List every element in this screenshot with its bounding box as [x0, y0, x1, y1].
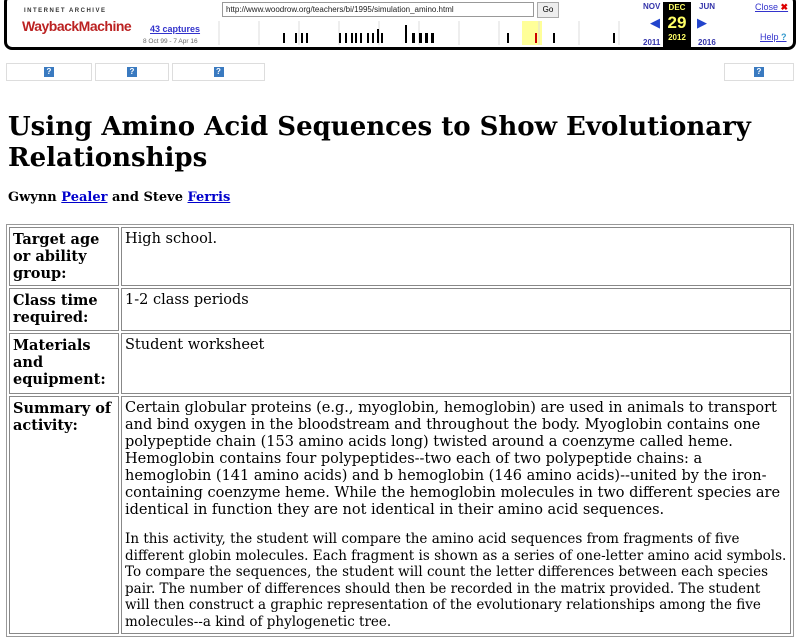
captures-link[interactable]: 43 captures [150, 24, 201, 34]
help-icon: ? [754, 67, 764, 77]
go-button[interactable]: Go [537, 2, 559, 18]
prev-month-link[interactable]: NOV [643, 2, 661, 11]
cur-year: 2012 [668, 33, 686, 42]
activity-info-table [6, 224, 794, 637]
help-icon: ? [214, 67, 224, 77]
table-row [9, 396, 791, 634]
wayback-toolbar [4, 0, 796, 50]
page-title: Using Amino Acid Sequences to Show Evolutionary Relationships [8, 112, 751, 173]
author-and: and Steve [112, 190, 183, 205]
wayback-logo-top: INTERNET ARCHIVE [24, 8, 107, 14]
author-1-first: Gwynn [8, 190, 57, 205]
capture-sparkline[interactable] [215, 21, 635, 45]
help-link[interactable] [760, 32, 787, 43]
authors [8, 190, 230, 205]
close-icon[interactable]: ✖ [780, 2, 789, 12]
row-label: Target age or ability group: [9, 227, 119, 286]
next-year: 2016 [698, 38, 716, 47]
row-label: Summary of activity: [9, 396, 119, 634]
prev-arrow-icon[interactable]: ◀ [650, 15, 660, 30]
row-value: Student worksheet [121, 333, 791, 394]
help-label[interactable]: Help [760, 32, 779, 42]
wayback-logo[interactable]: WaybackMachine [22, 18, 132, 34]
help-button-2[interactable] [95, 63, 169, 81]
help-icon: ? [44, 67, 54, 77]
table-row [9, 227, 791, 286]
next-arrow-icon[interactable]: ▶ [697, 15, 707, 30]
row-value [121, 396, 791, 634]
author-pealer-link[interactable]: Pealer [61, 190, 108, 205]
row-label: Class time required: [9, 288, 119, 331]
row-value: 1-2 class periods [121, 288, 791, 331]
author-ferris-link[interactable]: Ferris [187, 190, 231, 205]
row-value: High school. [121, 227, 791, 286]
summary-paragraph-1: Certain globular proteins (e.g., myoglobin, hemoglobin) are used in animals to transport and bind oxygen in the bloodstream and throughout the body. Myoglobin contains one polypeptide chain (153 amino acids long) twisted around a coenzyme called heme. Hemoglobin contains four polypeptides--two each of two polypeptide chains: a hemoglobin (141 amino acids) and b hemoglobin (146 amino acids)--united by the iron-containing coenzyme heme. While the hemoglobin molecules in two different species are identical in function they are not identical in their amino acid sequences. [125, 400, 781, 518]
cur-day: 29 [667, 13, 687, 32]
help-icon: ? [127, 67, 137, 77]
summary-paragraph-2: In this activity, the student will compare the amino acid sequences from fragments of five different globin molecules. Each fragment is shown as a series of one-letter amino acid symbols. To compare the sequences, the student will count the letter differences between each species pair. The number of differences should then be recorded in the matrix provided. The student will then construct a graphic representation of the evolutionary relationships among the five molecules--a kind of phylogenetic tree. [125, 531, 787, 630]
help-button-3[interactable] [172, 63, 265, 81]
help-button-4[interactable] [724, 63, 794, 81]
close-link[interactable] [755, 2, 788, 13]
help-icon[interactable]: ? [781, 32, 787, 42]
next-month-link[interactable]: JUN [699, 2, 716, 11]
url-input[interactable]: http://www.woodrow.org/teachers/bi/1995/simulation_amino.html [222, 2, 534, 17]
row-label: Materials and equipment: [9, 333, 119, 394]
close-label[interactable]: Close [755, 2, 779, 12]
cur-month: DEC [668, 3, 686, 12]
capture-range: 8 Oct 99 - 7 Apr 16 [143, 38, 198, 45]
table-row [9, 333, 791, 394]
current-capture [663, 2, 691, 50]
help-button-1[interactable] [6, 63, 92, 81]
prev-year: 2011 [643, 38, 661, 47]
table-row [9, 288, 791, 331]
